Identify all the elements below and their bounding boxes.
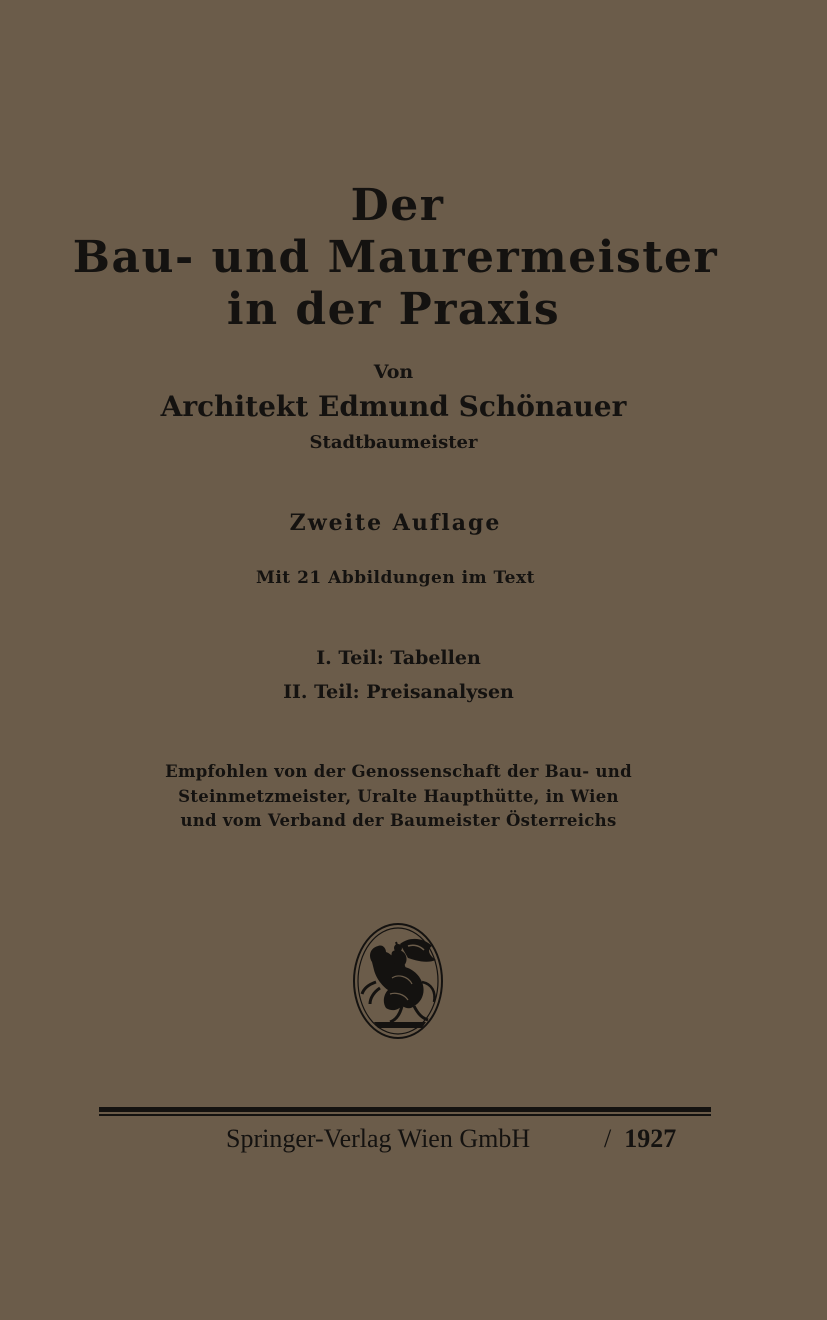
part-two: II. Teil: Preisanalysen (283, 681, 514, 703)
title-line-1: Der (350, 180, 445, 231)
title-line-3: in der Praxis (226, 284, 561, 335)
recommendation-line-2: Steinmetzmeister, Uralte Haupthütte, in Wien (178, 787, 619, 806)
illustrations-note: Mit 21 Abbildungen im Text (256, 568, 535, 588)
edition-label: Zweite Auflage (289, 510, 502, 536)
part-one: I. Teil: Tabellen (316, 647, 481, 669)
publisher-name: Springer-Verlag Wien GmbH (226, 1124, 531, 1153)
imprint-separator: / (604, 1124, 612, 1153)
recommendation-line-1: Empfohlen von der Genossenschaft der Bau- und (165, 762, 632, 781)
byline-von: Von (373, 361, 414, 383)
springer-knight-emblem-icon (352, 922, 444, 1040)
year-value: 1927 (624, 1124, 677, 1153)
publication-year (604, 1122, 676, 1156)
divider-thick (99, 1107, 711, 1112)
recommendation-line-3: und vom Verband der Baumeister Österreichs (180, 811, 617, 830)
title-line-2: Bau- und Maurermeister (72, 232, 719, 283)
author-name: Architekt Edmund Schönauer (160, 390, 627, 423)
author-title: Stadtbaumeister (309, 432, 478, 453)
divider-thin (99, 1114, 711, 1116)
